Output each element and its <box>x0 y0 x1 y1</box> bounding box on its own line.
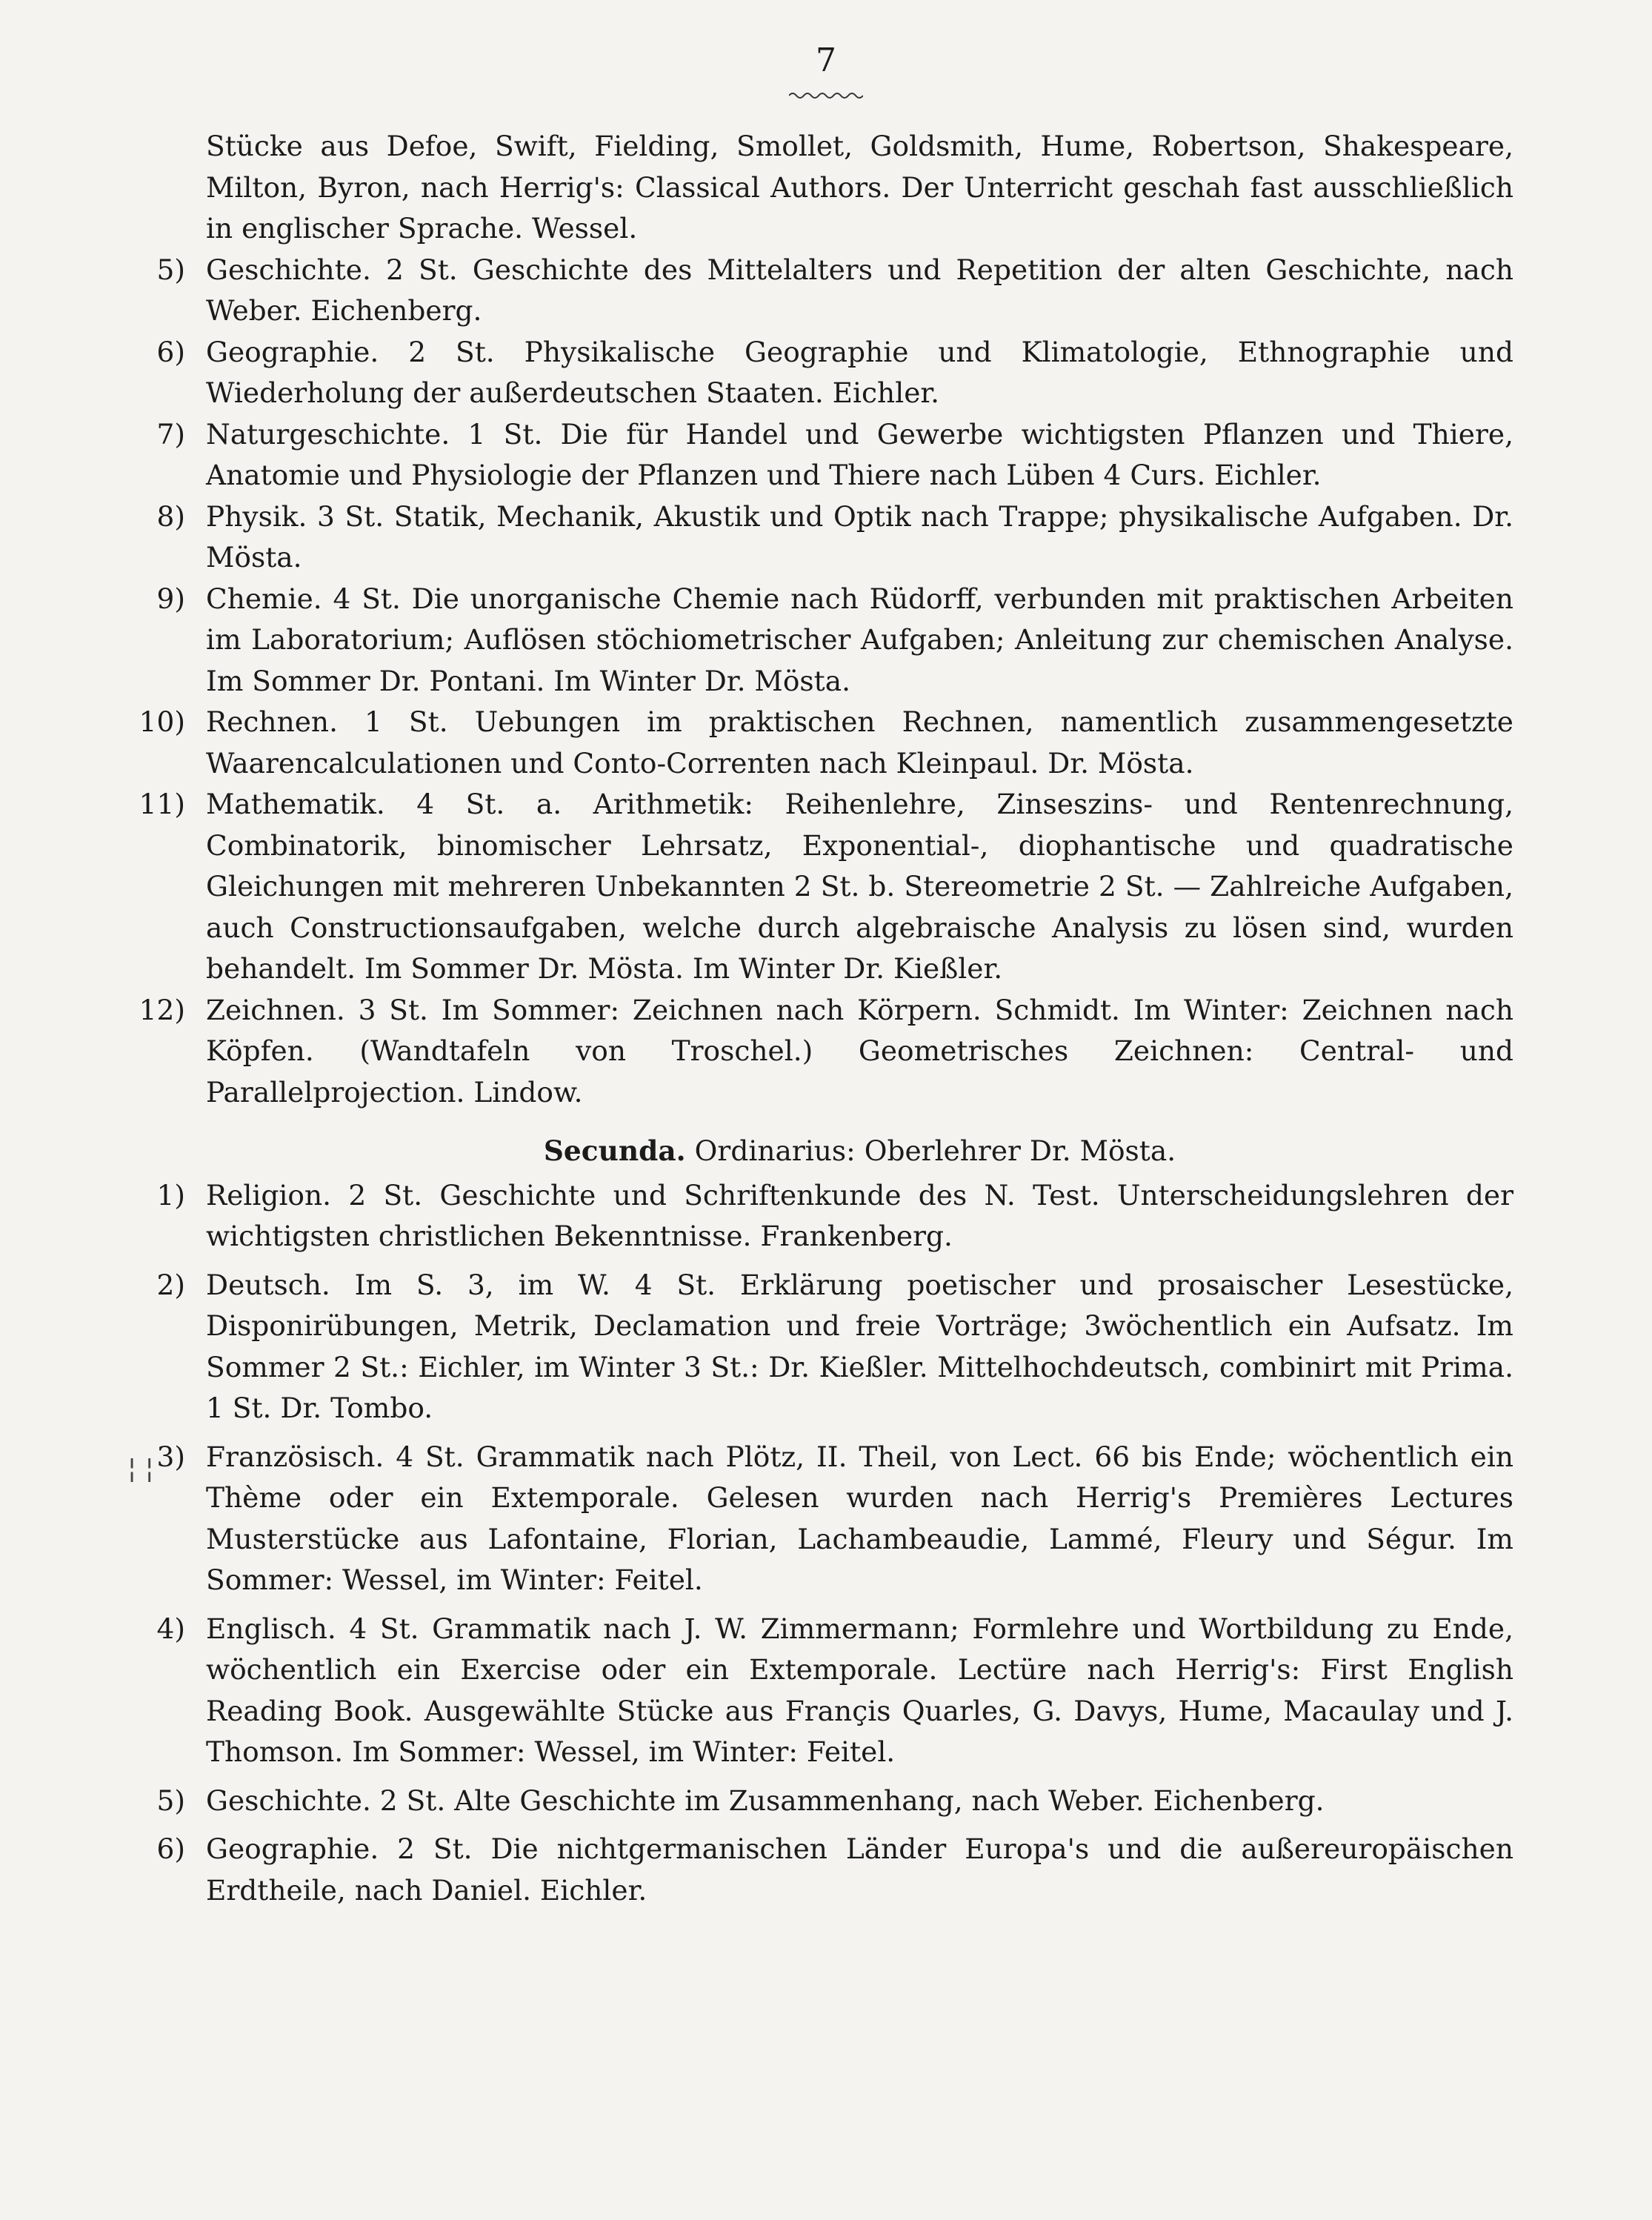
page-body <box>139 126 1513 1911</box>
item-text: Chemie. 4 St. Die unorganische Chemie nach Rüdorff, verbunden mit praktischen Arbeiten im Laboratorium; Auflösen stöchiometrischer Aufgaben; Anleitung zur chemischen Analyse. Im Sommer Dr. Pontani. Im Winter Dr. Mösta. <box>206 582 1513 697</box>
item-number: 1) <box>156 1178 185 1212</box>
item-number: 5) <box>156 1784 185 1817</box>
item-text: Religion. 2 St. Geschichte und Schriftenkunde des N. Test. Unterscheidungslehren der wichtigsten christlichen Bekenntnisse. Frankenberg. <box>206 1178 1513 1252</box>
item-number: 2) <box>156 1268 185 1301</box>
item-number: 3) <box>156 1440 185 1473</box>
item-text: Physik. 3 St. Statik, Mechanik, Akustik und Optik nach Trappe; physikalische Aufgaben. Dr. Mösta. <box>206 499 1513 574</box>
item-text: Geschichte. 2 St. Geschichte des Mittelalters und Repetition der alten Geschichte, nach Weber. Eichenberg. <box>206 253 1513 327</box>
item-number: 6) <box>156 1832 185 1865</box>
list-item <box>139 702 1513 784</box>
section-ordinarius: Ordinarius: Oberlehrer Dr. Mösta. <box>694 1134 1176 1167</box>
list-item <box>154 1175 1513 1257</box>
margin-mark: ¦ ¦ <box>127 1454 154 1484</box>
item-number: 10) <box>139 705 185 738</box>
item-text: Deutsch. Im S. 3, im W. 4 St. Erklärung poetischer und prosaischer Lesestücke, Disponirübungen, Metrik, Declamation und freie Vorträge; 3wöchentlich ein Aufsatz. Im Sommer 2 St.: Eichler, im Winter 3 St.: Dr. Kießler. Mittelhochdeutsch, combinirt mit Prima. 1 St. Dr. Tombo. <box>206 1268 1513 1424</box>
list-item <box>154 1609 1513 1773</box>
list-item <box>154 414 1513 496</box>
item-text: Rechnen. 1 St. Uebungen im praktischen Rechnen, namentlich zusammengesetzte Waarencalculationen und Conto-Correnten nach Kleinpaul. Dr. Mösta. <box>206 705 1513 780</box>
item-number: 6) <box>156 335 185 368</box>
item-text: Englisch. 4 St. Grammatik nach J. W. Zimmermann; Formlehre und Wortbildung zu Ende, wöchentlich ein Exercise oder ein Extemporale. Lectüre nach Herrig's: First English Reading Book. Ausgewählte Stücke aus Françis Quarles, G. Davys, Hume, Macaulay und J. Thomson. Im Sommer: Wessel, im Winter: Feitel. <box>206 1612 1513 1768</box>
item-text: Mathematik. 4 St. a. Arithmetik: Reihenlehre, Zinseszins- und Rentenrechnung, Combinatorik, binomischer Lehrsatz, Exponential-, diophantische und quadratische Gleichungen mit mehreren Unbekannten 2 St. b. Stereometrie 2 St. — Zahlreiche Aufgaben, auch Constructionsaufgaben, welche durch algebraische Analysis zu lösen sind, wurden behandelt. Im Sommer Dr. Mösta. Im Winter Dr. Kießler. <box>206 788 1513 985</box>
list-item <box>154 1265 1513 1429</box>
list-item <box>154 496 1513 579</box>
item-text: Naturgeschichte. 1 St. Die für Handel und Gewerbe wichtigsten Pflanzen und Thiere, Anatomie und Physiologie der Pflanzen und Thiere nach Lüben 4 Curs. Eichler. <box>206 417 1513 491</box>
item-number: 11) <box>139 788 185 820</box>
section-heading-secunda <box>154 1131 1513 1172</box>
list-item <box>154 579 1513 702</box>
ornament-squiggle-icon <box>789 90 863 101</box>
item-text: Zeichnen. 3 St. Im Sommer: Zeichnen nach Körpern. Schmidt. Im Winter: Zeichnen nach Köpfen. (Wandtafeln von Troschel.) Geometrisches Zeichnen: Central- und Parallelprojection. Lindow. <box>206 993 1513 1109</box>
item-number: 4) <box>156 1612 185 1645</box>
item-number: 9) <box>156 582 185 615</box>
list-item <box>139 784 1513 990</box>
list-item <box>139 990 1513 1114</box>
prima-continuation: Stücke aus Defoe, Swift, Fielding, Smollet, Goldsmith, Hume, Robertson, Shakespeare, Milton, Byron, nach Herrig's: Classical Authors. Der Unterricht geschah fast ausschließlich in englischer Sprache. Wessel. <box>206 130 1513 245</box>
item-number: 8) <box>156 499 185 533</box>
secunda-list <box>154 1175 1513 1912</box>
list-item <box>154 1829 1513 1911</box>
prima-list <box>139 250 1513 1114</box>
list-item <box>154 1781 1513 1822</box>
item-number: 12) <box>139 993 185 1026</box>
item-text: Geschichte. 2 St. Alte Geschichte im Zusammenhang, nach Weber. Eichenberg. <box>206 1784 1325 1817</box>
item-number: 5) <box>156 253 185 286</box>
list-item <box>154 250 1513 332</box>
item-text: Geographie. 2 St. Die nichtgermanischen Länder Europa's und die außereuropäischen Erdtheile, nach Daniel. Eichler. <box>206 1832 1513 1907</box>
page-number: 7 <box>816 41 836 79</box>
item-text: Französisch. 4 St. Grammatik nach Plötz, II. Theil, von Lect. 66 bis Ende; wöchentlich ein Thème oder ein Extemporale. Gelesen wurden nach Herrig's Premières Lectures Musterstücke aus Lafontaine, Florian, Lachambeaudie, Lammé, Fleury und Ségur. Im Sommer: Wessel, im Winter: Feitel. <box>206 1440 1513 1596</box>
list-item <box>154 332 1513 414</box>
list-item <box>154 1437 1513 1601</box>
section-title: Secunda. <box>543 1134 686 1167</box>
item-number: 7) <box>156 417 185 451</box>
item-text: Geographie. 2 St. Physikalische Geographie und Klimatologie, Ethnographie und Wiederholung der außerdeutschen Staaten. Eichler. <box>206 335 1513 409</box>
